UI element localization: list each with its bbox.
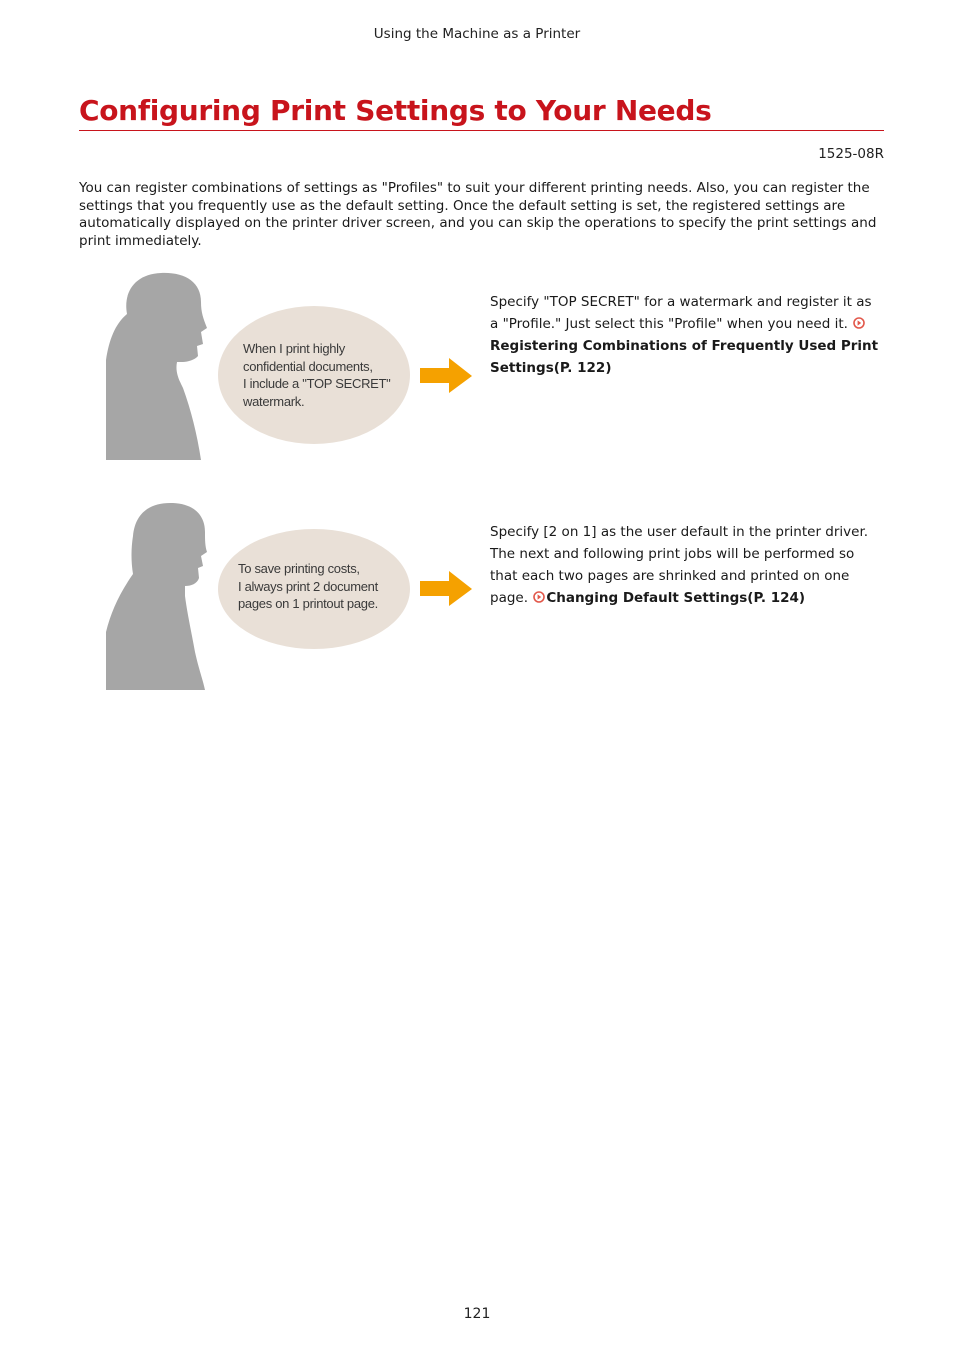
page-number: 121 xyxy=(463,1306,491,1322)
intro-paragraph: You can register combinations of settings as "Profiles" to suit your different printing needs. Also, you can register the settings that you frequently use as the default setting. Once the default setting is set, the registered settings are automatically displayed on the printer driver screen, and you can skip the operations to specify the print settings and print immediately. xyxy=(79,180,877,249)
bubble-line: confidential documents, xyxy=(243,358,373,374)
person-silhouette-icon xyxy=(106,503,207,690)
page-header: Using the Machine as a Printer xyxy=(373,26,581,42)
bubble-line: When I print highly xyxy=(243,341,345,356)
arrow-right-icon xyxy=(420,571,472,606)
arrow-right-icon xyxy=(420,358,472,393)
speech-bubble-text xyxy=(238,560,403,613)
description-text: Specify "TOP SECRET" for a watermark and register it as a "Profile." Just select this "Profile" when you need it. xyxy=(490,294,872,332)
scenario-1-description xyxy=(490,291,882,379)
person-silhouette-icon xyxy=(106,273,207,460)
document-id: 1525-08R xyxy=(818,146,884,162)
link-registering-profiles[interactable]: Registering Combinations of Frequently Used Print Settings(P. 122) xyxy=(490,338,879,376)
bubble-line: To save printing costs, xyxy=(238,561,360,576)
bubble-line: watermark. xyxy=(243,393,305,409)
bubble-line: I always print 2 document xyxy=(238,578,378,594)
speech-bubble-text xyxy=(243,340,403,410)
page-title: Configuring Print Settings to Your Needs xyxy=(79,94,884,131)
link-changing-default-settings[interactable]: Changing Default Settings(P. 124) xyxy=(546,590,806,606)
bubble-line: I include a "TOP SECRET" xyxy=(243,376,391,391)
scenario-2-illustration xyxy=(105,502,475,692)
bubble-line: pages on 1 printout page. xyxy=(238,596,378,611)
circle-arrow-link-icon[interactable] xyxy=(853,317,865,329)
scenario-1-illustration xyxy=(105,272,475,462)
description-text: Specify [2 on 1] as the user default in the printer driver. The next and following print jobs will be performed so that each two pages are shrinked and printed on one page. xyxy=(490,524,869,606)
scenario-2-description xyxy=(490,521,882,609)
circle-arrow-link-icon[interactable] xyxy=(533,591,545,603)
